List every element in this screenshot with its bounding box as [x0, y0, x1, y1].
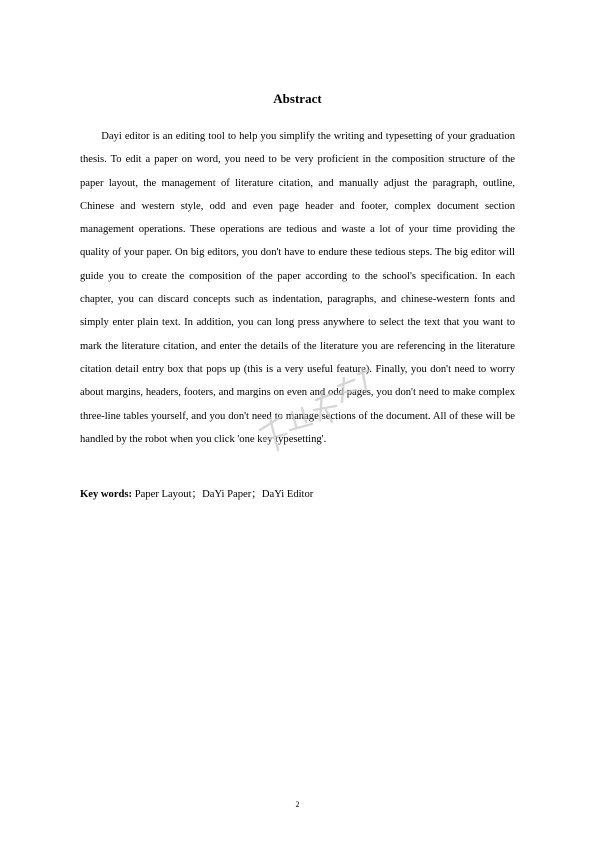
page-number: 2	[295, 800, 300, 809]
abstract-body: Dayi editor is an editing tool to help you simplify the writing and typesetting of your graduation thesis. To edit a paper on word, you need to be very proficient in the composition structure of the paper layout, the management of literature citation, and manually adjust the paragraph, outline, Chinese and western style, odd and even page header and footer, complex document section management operations. These operations are tedious and waste a lot of your time providing the quality of your paper. On big editors, you don't have to endure these tedious steps. The big editor will guide you to create the composition of the paper according to the school's specification. In each chapter, you can discard concepts such as indentation, paragraphs, and chinese-western fonts and simply enter plain text. In addition, you can long press anywhere to select the text that you want to mark the literature citation, and enter the details of the literature you are referencing in the literature citation detail entry box that pops up (this is a very useful feature). Finally, you don't need to worry about margins, headers, footers, and margins on even and odd pages, you don't need to make complex three-line tables yourself, and you don't need to manage sections of the document. All of these will be handled by the robot when you click 'one key typesetting'.	[80, 131, 515, 445]
abstract-title: Abstract	[273, 91, 322, 106]
keywords-value: Paper Layout；DaYi Paper；DaYi Editor	[132, 489, 314, 500]
keywords-label: Key words:	[80, 489, 133, 500]
keywords-line	[80, 487, 515, 503]
